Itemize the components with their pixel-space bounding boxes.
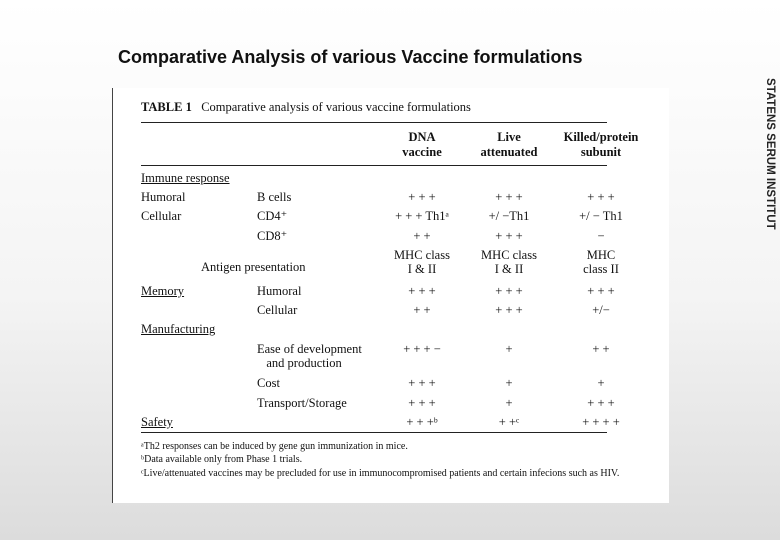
institute-label-text: STATENS SERUM INSTITUT <box>764 78 776 230</box>
row-sublabel: CD8⁺ <box>257 229 288 243</box>
table-cell: + <box>505 376 513 390</box>
table-cell: MHC class I & II <box>481 248 537 276</box>
table-cell: + + +ᵇ <box>406 415 438 429</box>
table-cell: + + + <box>587 284 615 298</box>
row-sublabel: Cellular <box>257 303 298 317</box>
column-header <box>564 130 639 160</box>
row-sublabel: B cells <box>257 190 292 204</box>
table-cell: + + + <box>408 376 436 390</box>
divider <box>141 165 607 166</box>
table-cell: +/ −Th1 <box>488 209 530 223</box>
table-cell: + + <box>413 303 431 317</box>
footnote: ᵃTh2 responses can be induced by gene gun immunization in mice. <box>141 441 408 452</box>
row-label: Cellular <box>141 209 182 223</box>
table-cell: +/ − Th1 <box>579 209 623 223</box>
row-sublabel: Antigen presentation <box>201 260 306 274</box>
table-label: TABLE 1 <box>141 100 192 114</box>
table-cell: + + + <box>408 190 436 204</box>
footnote: ᵇData available only from Phase 1 trials. <box>141 454 303 465</box>
table-cell: MHC class II <box>583 248 619 276</box>
table-caption <box>141 100 471 114</box>
column-header-line: vaccine <box>402 145 442 159</box>
row-sublabel: CD4⁺ <box>257 209 288 223</box>
table-cell: MHC class I & II <box>394 248 450 276</box>
row-sublabel: Cost <box>257 376 280 390</box>
table-cell: + + + <box>495 229 523 243</box>
column-header-line: DNA <box>408 130 436 144</box>
column-header-line: attenuated <box>480 145 538 159</box>
column-header <box>402 130 442 160</box>
table-caption-text: Comparative analysis of various vaccine formulations <box>201 100 471 114</box>
table-cell: + <box>505 396 513 410</box>
column-header-line: subunit <box>580 145 622 159</box>
table-cell: + + <box>413 229 431 243</box>
row-sublabel: Ease of development and production <box>257 342 362 370</box>
table-cell: + + + <box>495 190 523 204</box>
column-header <box>481 130 538 160</box>
table-cell: + + <box>592 342 610 356</box>
table-cell: + + + <box>408 396 436 410</box>
column-header-line: Killed/protein <box>563 130 639 144</box>
table-cell: + + + <box>587 396 615 410</box>
table-cell: + + + <box>495 303 523 317</box>
section-heading: Manufacturing <box>141 322 216 336</box>
table-cell: + + + Th1ᵃ <box>395 209 449 223</box>
table-cell: + + + <box>495 284 523 298</box>
footnote: ᶜLive/attenuated vaccines may be precluded for use in immunocompromised patients and certain infecions such as HIV. <box>141 468 620 479</box>
section-heading: Memory <box>141 284 185 298</box>
table-cell: + <box>505 342 513 356</box>
table-cell: − <box>597 229 605 243</box>
table-cell: + + + + <box>582 415 620 429</box>
table-cell: +/− <box>592 303 610 317</box>
institute-label <box>754 78 774 268</box>
table-image <box>112 88 669 503</box>
row-sublabel: Transport/Storage <box>257 396 347 410</box>
table-cell: + +ᶜ <box>498 415 520 429</box>
slide-title: Comparative Analysis of various Vaccine formulations <box>118 47 583 67</box>
column-header-line: Live <box>497 130 521 144</box>
row-label: Humoral <box>141 190 186 204</box>
table-cell: + + + <box>587 190 615 204</box>
section-heading: Safety <box>141 415 173 429</box>
table-cell: + + + − <box>403 342 441 356</box>
table-cell: + + + <box>408 284 436 298</box>
row-sublabel: Humoral <box>257 284 302 298</box>
section-heading: Immune response <box>141 171 230 185</box>
divider <box>141 432 607 433</box>
table-cell: + <box>597 376 605 390</box>
divider <box>141 122 607 123</box>
